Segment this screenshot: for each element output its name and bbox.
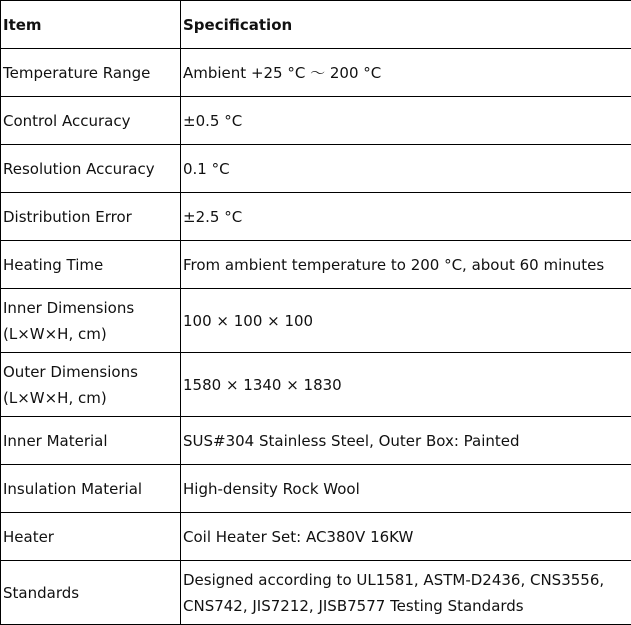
table-row [1, 513, 631, 561]
spec-cell: ±0.5 °C [181, 97, 631, 145]
header-item: Item [1, 1, 181, 49]
spec-cell: Coil Heater Set: AC380V 16KW [181, 513, 631, 561]
item-cell: Distribution Error [1, 193, 181, 241]
table-row [1, 97, 631, 145]
table-row [1, 145, 631, 193]
item-cell: Heating Time [1, 241, 181, 289]
spec-cell: 1580 × 1340 × 1830 [181, 353, 631, 417]
spec-cell: Designed according to UL1581, ASTM-D2436, CNS3556, CNS742, JIS7212, JISB7577 Testing Standards [181, 561, 631, 625]
item-cell: Inner Material [1, 417, 181, 465]
table-row [1, 465, 631, 513]
item-cell: Inner Dimensions (L×W×H, cm) [1, 289, 181, 353]
spec-cell: High-density Rock Wool [181, 465, 631, 513]
table-row [1, 417, 631, 465]
table-row [1, 561, 631, 625]
table-row [1, 193, 631, 241]
table-row [1, 353, 631, 417]
spec-cell: SUS#304 Stainless Steel, Outer Box: Painted [181, 417, 631, 465]
spec-cell: ±2.5 °C [181, 193, 631, 241]
item-cell: Standards [1, 561, 181, 625]
item-cell: Control Accuracy [1, 97, 181, 145]
spec-cell: 100 × 100 × 100 [181, 289, 631, 353]
header-specification: Specification [181, 1, 631, 49]
table-row [1, 289, 631, 353]
table-body [1, 49, 631, 625]
table-row [1, 241, 631, 289]
spec-cell: 0.1 °C [181, 145, 631, 193]
item-cell: Insulation Material [1, 465, 181, 513]
table-header-row [1, 1, 631, 49]
item-cell: Outer Dimensions (L×W×H, cm) [1, 353, 181, 417]
spec-cell: Ambient +25 °C ～ 200 °C [181, 49, 631, 97]
item-cell: Temperature Range [1, 49, 181, 97]
spec-cell: From ambient temperature to 200 °C, about 60 minutes [181, 241, 631, 289]
item-cell: Resolution Accuracy [1, 145, 181, 193]
table-row [1, 49, 631, 97]
item-cell: Heater [1, 513, 181, 561]
